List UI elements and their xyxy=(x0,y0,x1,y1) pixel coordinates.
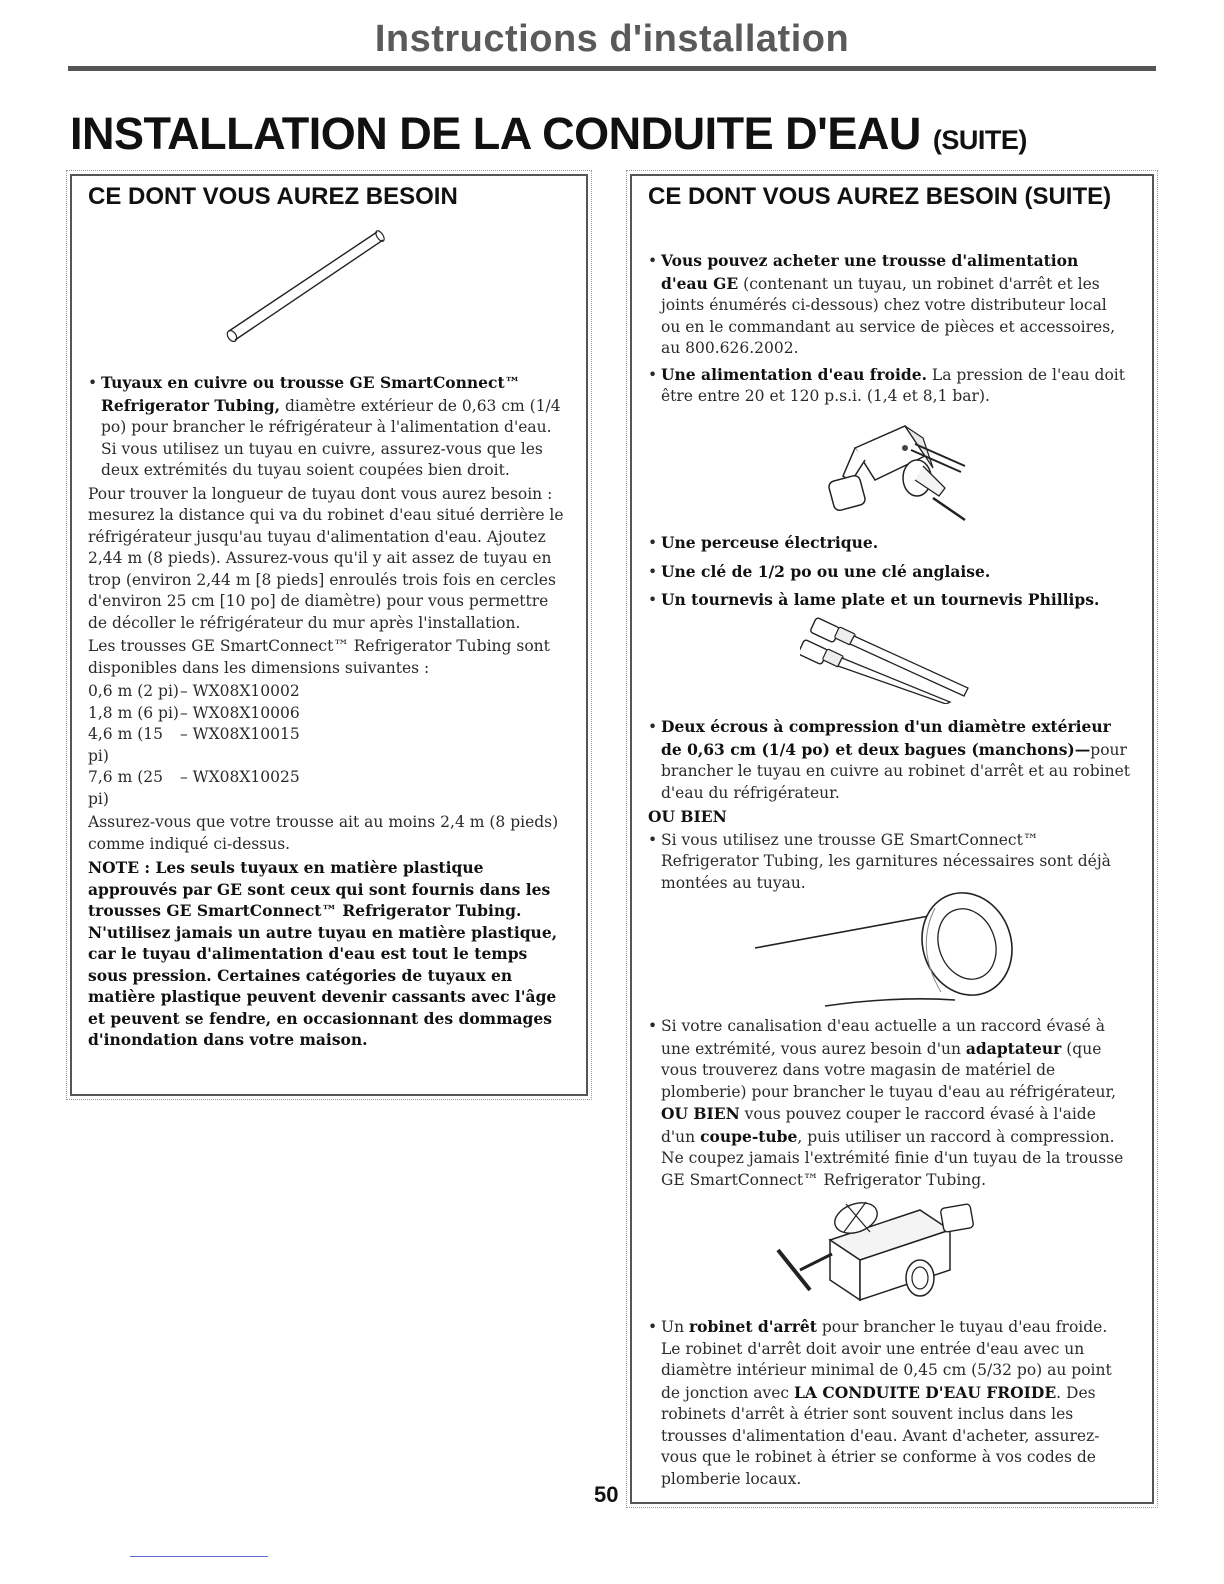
right-panel-text-2 xyxy=(648,716,1130,896)
smartconnect-tube-icon xyxy=(745,888,1025,1010)
right-panel-heading: CE DONT VOUS AUREZ BESOIN (SUITE) xyxy=(648,183,1112,210)
left-panel-text xyxy=(88,372,570,1053)
flared-fitting-bullet: • Si votre canalisation d'eau actuelle a un raccord évasé à une extrémité, vous aurez besoin d'un adaptateur (que vous trouverez dans votre magasin de matériel de plomberie) pour brancher le tuyau d'eau au réfrigérateur, OU BIEN vous pouvez couper le raccord évasé à l'aide d'un coupe-tube, puis utiliser un raccord à compression. Ne coupez jamais l'extrémité finie d'un tuyau de la trousse GE SmartConnect™ Refrigerator Tubing. xyxy=(648,1017,1124,1189)
copper-tube-illustration xyxy=(225,230,395,350)
screwdriver-bullet: • Un tournevis à lame plate et un tournevis Phillips. xyxy=(648,590,1100,609)
kit-size-code: – WX08X10015 xyxy=(180,725,300,743)
kit-size-code: – WX08X10006 xyxy=(180,703,300,722)
page-number: 50 xyxy=(594,1482,619,1507)
compression-nuts-icon xyxy=(800,612,980,704)
kit-size-length: 0,6 m (2 pi) xyxy=(88,682,179,700)
left-panel-heading: CE DONT VOUS AUREZ BESOIN xyxy=(88,183,458,210)
plastic-tubing-note: NOTE : Les seuls tuyaux en matière plastique approuvés par GE sont ceux qui sont fournis dans les trousses GE SmartConnect™ Refrigerator Tubing. N'utilisez jamais un autre tuyau en matière plastique, car le tuyau d'alimentation d'eau est tout le temps sous pression. Certaines catégories de tuyaux en matière plastique peuvent devenir cassants avec l'âge et peuvent se fendre, en occasionnant des dommages d'inondation dans votre maison. xyxy=(88,858,558,1049)
tubing-bullet: • Tuyaux en cuivre ou trousse GE SmartConnect™ Refrigerator Tubing, diamètre extérieur de 0,63 cm (1/4 po) pour brancher le réfrigérateur à l'alimentation d'eau. Si vous utilisez un tuyau en cuivre, assurez-vous que les deux extrémités du tuyau soient coupées bien droit. xyxy=(88,373,561,479)
or-label: OU BIEN xyxy=(648,807,727,826)
shutoff-valve-bullet: • Un robinet d'arrêt pour brancher le tuyau d'eau froide. Le robinet d'arrêt doit avoir une entrée d'eau avec un diamètre intérieur minimal de 0,45 cm (5/32 po) au point de jonction avec LA CONDUITE D'EAU FROIDE. Des robinets d'arrêt à étrier sont souvent inclus dans les trousses d'alimentation d'eau. Avant d'acheter, assurez-vous que le robinet à étrier se conforme à vos codes de plomberie locaux. xyxy=(648,1317,1112,1488)
length-paragraph: Pour trouver la longueur de tuyau dont vous aurez besoin : mesurez la distance qui va du robinet d'eau situé derrière le réfrigérateur jusqu'au tuyau d'alimentation d'eau. Ajoutez 2,44 m (8 pieds). Assurez-vous qu'il y ait assez de tuyau en trop (environ 2,44 m [8 pieds] enroulés trois fois en cercles d'environ 25 cm [10 po] de diamètre) pour vous permettre de décoller le réfrigérateur du mur après l'installation. xyxy=(88,484,564,632)
kits-paragraph: Les trousses GE SmartConnect™ Refrigerator Tubing sont disponibles dans les dimensions suivantes : xyxy=(88,637,550,677)
header-rule xyxy=(68,66,1156,71)
kit-size-code: – WX08X10002 xyxy=(180,682,300,700)
right-panel-text-3 xyxy=(648,1016,1130,1193)
section-title xyxy=(70,108,1027,160)
wrench-bullet: • Une clé de 1/2 po ou une clé anglaise. xyxy=(648,561,991,581)
section-title-main: INSTALLATION DE LA CONDUITE D'EAU xyxy=(70,108,921,159)
kit-size-length: 1,8 m (6 pi) xyxy=(88,703,179,722)
drill-bullet: • Une perceuse électrique. xyxy=(648,533,879,552)
kit-sizes-list xyxy=(88,681,570,810)
kit-size-length: 7,6 m (25 pi) xyxy=(88,768,163,808)
smartconnect-bullet: • Si vous utilisez une trousse GE SmartConnect™ Refrigerator Tubing, les garnitures nécessaires sont déjà montées au tuyau. xyxy=(648,830,1111,892)
right-panel-text-1 xyxy=(648,250,1130,410)
water-kit-bullet: • Vous pouvez acheter une trousse d'alimentation d'eau GE (contenant un tuyau, un robinet d'arrêt et les joints énumérés ci-dessous) chez votre distributeur local ou en le commandant au service de pièces et accessoires, au 800.626.2002. xyxy=(648,251,1116,357)
kit-size-code: – WX08X10025 xyxy=(180,768,300,786)
electric-drill-icon xyxy=(815,418,975,528)
kit-size-length: 4,6 m (15 pi) xyxy=(88,725,163,765)
page-header-title: Instructions d'installation xyxy=(374,18,850,60)
compression-nuts-bullet: • Deux écrous à compression d'un diamètre extérieur de 0,63 cm (1/4 po) et deux bagues (manchons)—pour brancher le tuyau en cuivre au robinet d'arrêt et au robinet d'eau du réfrigérateur. xyxy=(648,717,1131,802)
right-panel-tools xyxy=(648,532,1130,614)
shutoff-valve-icon xyxy=(770,1190,980,1308)
min-length-paragraph: Assurez-vous que votre trousse ait au moins 2,4 m (8 pieds) comme indiqué ci-dessus. xyxy=(88,813,559,853)
section-title-suffix: (SUITE) xyxy=(932,125,1027,155)
right-panel-text-4 xyxy=(648,1316,1130,1492)
footer-line xyxy=(130,1556,268,1557)
cold-water-bullet: • Une alimentation d'eau froide. La pression de l'eau doit être entre 20 et 120 p.s.i. (1,4 et 8,1 bar). xyxy=(648,364,1125,405)
